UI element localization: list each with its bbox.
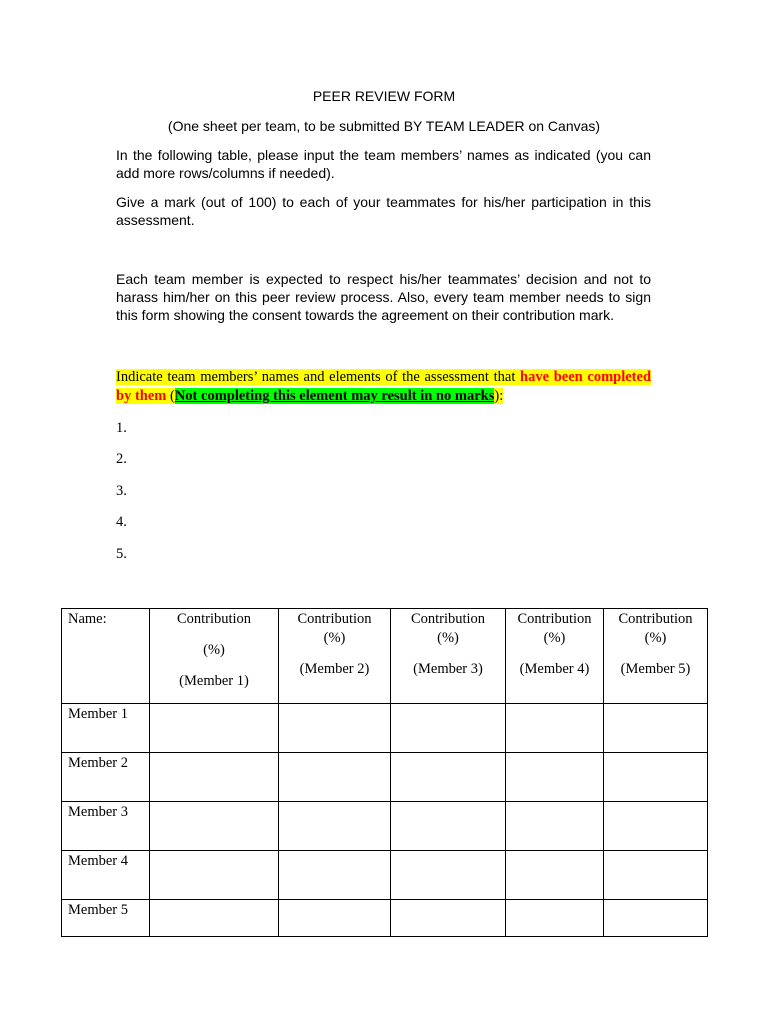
- table-cell[interactable]: [604, 704, 708, 753]
- instruction-text-paren-open: (: [166, 388, 175, 404]
- table-cell[interactable]: [604, 900, 708, 937]
- member-column-label: (Member 2): [299, 661, 370, 677]
- contribution-header-member-3: [391, 609, 506, 704]
- table-cell[interactable]: [391, 851, 506, 900]
- row-label-member-4: Member 4: [62, 851, 150, 900]
- table-cell[interactable]: [279, 753, 391, 802]
- member-column-label: (Member 1): [179, 673, 249, 689]
- list-item-5: 5.: [116, 546, 127, 562]
- list-item-3: 3.: [116, 483, 127, 499]
- contribution-label: Contribution: [176, 611, 252, 627]
- instruction-text-paren-close: ):: [494, 388, 504, 404]
- page-subtitle: (One sheet per team, to be submitted BY TEAM LEADER on Canvas): [167, 118, 601, 134]
- list-item-1: 1.: [116, 420, 127, 436]
- table-row: [62, 851, 708, 900]
- instruction-text-completed: have been completed by them: [116, 369, 652, 404]
- list-item-4: 4.: [116, 514, 127, 530]
- member-column-label: (Member 4): [519, 661, 590, 677]
- table-cell[interactable]: [279, 851, 391, 900]
- table-cell[interactable]: [150, 704, 279, 753]
- table-cell[interactable]: [150, 802, 279, 851]
- contribution-header-member-1: [150, 609, 279, 704]
- contribution-label: Contribution: [517, 611, 592, 627]
- table-cell[interactable]: [391, 802, 506, 851]
- instruction-text-part1: Indicate team members’ names and elements of the assessment that: [116, 369, 521, 385]
- table-cell[interactable]: [150, 753, 279, 802]
- page-title: PEER REVIEW FORM: [312, 88, 456, 104]
- contribution-label: Contribution: [410, 611, 486, 627]
- row-label-member-5: Member 5: [62, 900, 150, 937]
- table-cell[interactable]: [279, 802, 391, 851]
- table-cell[interactable]: [391, 704, 506, 753]
- table-row: [62, 900, 708, 937]
- table-cell[interactable]: [279, 704, 391, 753]
- highlighted-instruction: [116, 368, 651, 406]
- percent-label: (%): [203, 642, 225, 658]
- contribution-label: Contribution: [618, 611, 693, 627]
- instruction-paragraph-marks: Give a mark (out of 100) to each of your teammates for his/her participation in this assessment.: [116, 194, 651, 228]
- table-cell[interactable]: [279, 900, 391, 937]
- percent-label: (%): [543, 630, 566, 646]
- instruction-text-warning: Not completing this element may result in no marks: [174, 388, 495, 404]
- table-cell[interactable]: [604, 753, 708, 802]
- table-cell[interactable]: [506, 851, 604, 900]
- member-column-label: (Member 5): [620, 661, 691, 677]
- table-cell[interactable]: [604, 802, 708, 851]
- instruction-paragraph-respect: Each team member is expected to respect his/her teammates’ decision and not to harass him/her on this peer review process. Also, every team member needs to sign this form showing the consent towards the agreement on their contribution mark.: [116, 271, 651, 323]
- table-cell[interactable]: [506, 802, 604, 851]
- percent-label: (%): [323, 630, 346, 646]
- row-label-member-2: Member 2: [62, 753, 150, 802]
- contribution-label: Contribution: [297, 611, 372, 627]
- percent-label: (%): [437, 630, 459, 646]
- table-cell[interactable]: [506, 704, 604, 753]
- contribution-header-member-2: [279, 609, 391, 704]
- table-header-row: [62, 609, 708, 704]
- peer-review-table: [61, 608, 708, 937]
- list-item-2: 2.: [116, 451, 127, 467]
- contribution-header-member-4: [506, 609, 604, 704]
- instruction-paragraph-names: In the following table, please input the team members’ names as indicated (you can add more rows/columns if needed).: [116, 147, 651, 181]
- row-label-member-3: Member 3: [62, 802, 150, 851]
- name-column-header: Name:: [62, 609, 150, 704]
- table-cell[interactable]: [506, 753, 604, 802]
- table-cell[interactable]: [150, 851, 279, 900]
- table-cell[interactable]: [391, 900, 506, 937]
- table-cell[interactable]: [506, 900, 604, 937]
- table-row: [62, 704, 708, 753]
- member-column-label: (Member 3): [413, 661, 483, 677]
- percent-label: (%): [644, 630, 667, 646]
- table-cell[interactable]: [150, 900, 279, 937]
- table-cell[interactable]: [604, 851, 708, 900]
- table-row: [62, 802, 708, 851]
- table-row: [62, 753, 708, 802]
- row-label-member-1: Member 1: [62, 704, 150, 753]
- contribution-header-member-5: [604, 609, 708, 704]
- table-cell[interactable]: [391, 753, 506, 802]
